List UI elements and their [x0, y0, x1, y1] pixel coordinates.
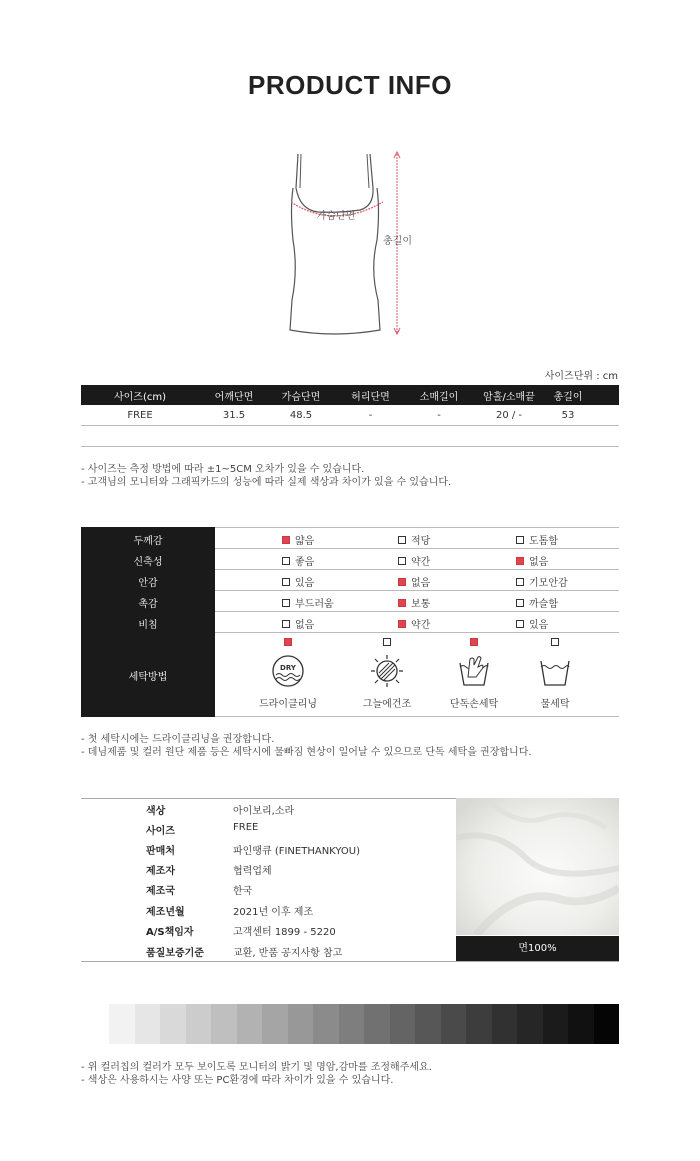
gray-chip	[109, 1004, 135, 1044]
info-row	[81, 923, 455, 943]
wash-label: 드라이클리닝	[259, 699, 317, 710]
wash-option	[439, 638, 509, 710]
row-divider	[215, 611, 619, 612]
fabric-photo	[456, 798, 619, 935]
product-info-table	[81, 798, 619, 962]
checkbox	[383, 638, 391, 646]
note-line: - 사이즈는 측정 방법에 따라 ±1~5CM 오차가 있을 수 있습니다.	[81, 464, 365, 475]
option-label: 없음	[295, 620, 315, 631]
cell: FREE	[81, 405, 199, 426]
option-label: 까슬함	[529, 599, 558, 610]
grayscale-chart	[109, 1004, 619, 1044]
option-label: 보통	[411, 599, 431, 610]
option	[516, 574, 568, 589]
row-label: 신축성	[133, 557, 163, 568]
option	[282, 574, 314, 589]
checkbox	[398, 536, 406, 544]
info-row	[81, 944, 455, 964]
row-divider	[215, 632, 619, 633]
option-label: 부드러움	[295, 599, 334, 610]
info-row	[81, 822, 455, 842]
row-label: 두께감	[133, 536, 163, 547]
option	[398, 553, 430, 568]
col-header: 가슴단면	[269, 385, 333, 405]
gray-chip	[262, 1004, 288, 1044]
wash-label: 물세탁	[540, 699, 570, 710]
gray-chip	[441, 1004, 467, 1044]
info-key: 제조자	[146, 866, 175, 877]
info-value: 고객센터 1899 - 5220	[233, 927, 336, 938]
info-key: A/S책임자	[146, 927, 194, 938]
checkbox-checked	[282, 536, 290, 544]
gray-chip	[517, 1004, 543, 1044]
info-value: 한국	[233, 886, 253, 897]
option	[516, 595, 558, 610]
col-header: 소매길이	[408, 385, 470, 405]
info-row	[81, 802, 455, 822]
info-row	[81, 842, 455, 862]
row-divider	[215, 569, 619, 570]
info-value: 아이보리,소라	[233, 806, 295, 817]
gray-chip	[364, 1004, 390, 1044]
table-row	[81, 405, 619, 426]
row-label: 촉감	[138, 599, 158, 610]
info-key: 품질보증기준	[146, 948, 204, 959]
option-label: 얇음	[295, 536, 315, 547]
wash-label: 그늘에건조	[362, 699, 412, 710]
cell: 31.5	[199, 405, 269, 426]
row-divider	[215, 527, 619, 528]
wash-notes	[81, 733, 532, 759]
gray-chip	[339, 1004, 365, 1044]
gray-chip	[415, 1004, 441, 1044]
option-label: 도톰함	[529, 536, 558, 547]
option-label: 있음	[295, 578, 315, 589]
option	[516, 532, 558, 547]
info-key: 판매처	[146, 846, 175, 857]
checkbox	[398, 557, 406, 565]
info-key: 사이즈	[146, 826, 175, 837]
option	[516, 616, 548, 631]
option	[398, 616, 430, 631]
option-label: 적당	[411, 536, 431, 547]
fabric-properties	[81, 527, 619, 717]
color-notes	[81, 1061, 432, 1087]
info-row	[81, 903, 455, 923]
info-value: 교환, 반품 공지사항 참고	[233, 948, 343, 959]
info-value: 2021년 이후 제조	[233, 907, 314, 918]
option	[516, 553, 548, 568]
gray-chip	[135, 1004, 161, 1044]
option-label: 없음	[529, 557, 549, 568]
size-notes	[81, 463, 451, 489]
checkbox	[282, 578, 290, 586]
option	[398, 532, 430, 547]
gray-chip	[466, 1004, 492, 1044]
note-line: - 색상은 사용하시는 사양 또는 PC환경에 따라 차이가 있을 수 있습니다.	[81, 1075, 394, 1086]
checkbox-checked	[398, 578, 406, 586]
info-row	[81, 882, 455, 902]
dry-clean-icon	[268, 653, 308, 689]
cell: 48.5	[269, 405, 333, 426]
option-label: 기모안감	[529, 578, 568, 589]
gray-chip	[237, 1004, 263, 1044]
wash-option	[352, 638, 422, 710]
info-key: 색상	[146, 806, 166, 817]
row-label: 세탁방법	[128, 672, 168, 683]
info-value: 협력업체	[233, 866, 272, 877]
checkbox	[516, 599, 524, 607]
checkbox-checked	[470, 638, 478, 646]
option-label: 약간	[411, 620, 431, 631]
option	[398, 574, 430, 589]
row-label: 안감	[138, 578, 158, 589]
checkbox	[282, 620, 290, 628]
page-title: PRODUCT INFO	[248, 70, 452, 100]
option-label: 있음	[529, 620, 549, 631]
gray-chip	[594, 1004, 620, 1044]
note-line: - 위 컬러칩의 컬러가 모두 보이도록 모니터의 밝기 및 명암,감마를 조정해주세요.	[81, 1062, 432, 1073]
checkbox	[282, 557, 290, 565]
wash-option	[253, 638, 323, 710]
chest-label: 가슴단면	[316, 211, 356, 222]
option	[398, 595, 430, 610]
wash-option	[520, 638, 590, 710]
checkbox	[282, 599, 290, 607]
info-row	[81, 862, 455, 882]
col-header: 암홀/소매끝	[470, 385, 548, 405]
gray-chip	[288, 1004, 314, 1044]
option-label: 없음	[411, 578, 431, 589]
option-label: 약간	[411, 557, 431, 568]
gray-chip	[186, 1004, 212, 1044]
note-line: - 첫 세탁시에는 드라이클리닝을 권장합니다.	[81, 734, 275, 745]
info-value: FREE	[233, 822, 259, 833]
note-line: - 데님제품 및 컬러 원단 제품 등은 세탁시에 물빠짐 현상이 일어날 수 있으므로 단독 세탁을 권장합니다.	[81, 747, 532, 758]
hand-wash-icon	[454, 653, 494, 689]
cell: 20 / -	[470, 405, 548, 426]
cell: -	[333, 405, 408, 426]
gray-chip	[313, 1004, 339, 1044]
water-wash-icon	[535, 653, 575, 689]
length-label: 총길이	[383, 236, 412, 247]
gray-chip	[390, 1004, 416, 1044]
size-table	[81, 385, 619, 447]
row-divider	[215, 716, 619, 717]
note-line: - 고객님의 모니터와 그래픽카드의 성능에 따라 실제 색상과 차이가 있을 수 있습니다.	[81, 477, 452, 488]
svg-text:DRY: DRY	[280, 664, 296, 672]
gray-chip	[160, 1004, 186, 1044]
checkbox-checked	[284, 638, 292, 646]
info-key: 제조국	[146, 886, 175, 897]
checkbox-checked	[398, 620, 406, 628]
checkbox-checked	[398, 599, 406, 607]
checkbox	[516, 578, 524, 586]
option	[282, 595, 334, 610]
col-header: 허리단면	[333, 385, 408, 405]
size-unit-note: 사이즈단위 : cm	[544, 371, 618, 382]
gray-chip	[543, 1004, 569, 1044]
garment-diagram	[0, 140, 700, 350]
cell: -	[408, 405, 470, 426]
checkbox	[551, 638, 559, 646]
size-table-header	[81, 385, 619, 405]
gray-chip	[211, 1004, 237, 1044]
cell: 53	[548, 405, 588, 426]
row-divider	[215, 590, 619, 591]
material-label: 면100%	[456, 936, 619, 961]
checkbox-checked	[516, 557, 524, 565]
col-header: 사이즈(cm)	[81, 385, 199, 405]
col-header: 어깨단면	[199, 385, 269, 405]
table-row-empty	[81, 426, 619, 447]
col-header: 총길이	[548, 385, 588, 405]
wash-label: 단독손세탁	[449, 699, 499, 710]
row-divider	[215, 548, 619, 549]
checkbox	[516, 536, 524, 544]
option	[282, 616, 314, 631]
option-label: 좋음	[295, 557, 315, 568]
option	[282, 532, 314, 547]
checkbox	[516, 620, 524, 628]
shade-dry-icon	[367, 653, 407, 689]
row-label: 비침	[138, 620, 158, 631]
option	[282, 553, 314, 568]
info-key: 제조년월	[146, 907, 185, 918]
info-value: 파인땡큐 (FINETHANKYOU)	[233, 846, 361, 857]
gray-chip	[568, 1004, 594, 1044]
gray-chip	[492, 1004, 518, 1044]
